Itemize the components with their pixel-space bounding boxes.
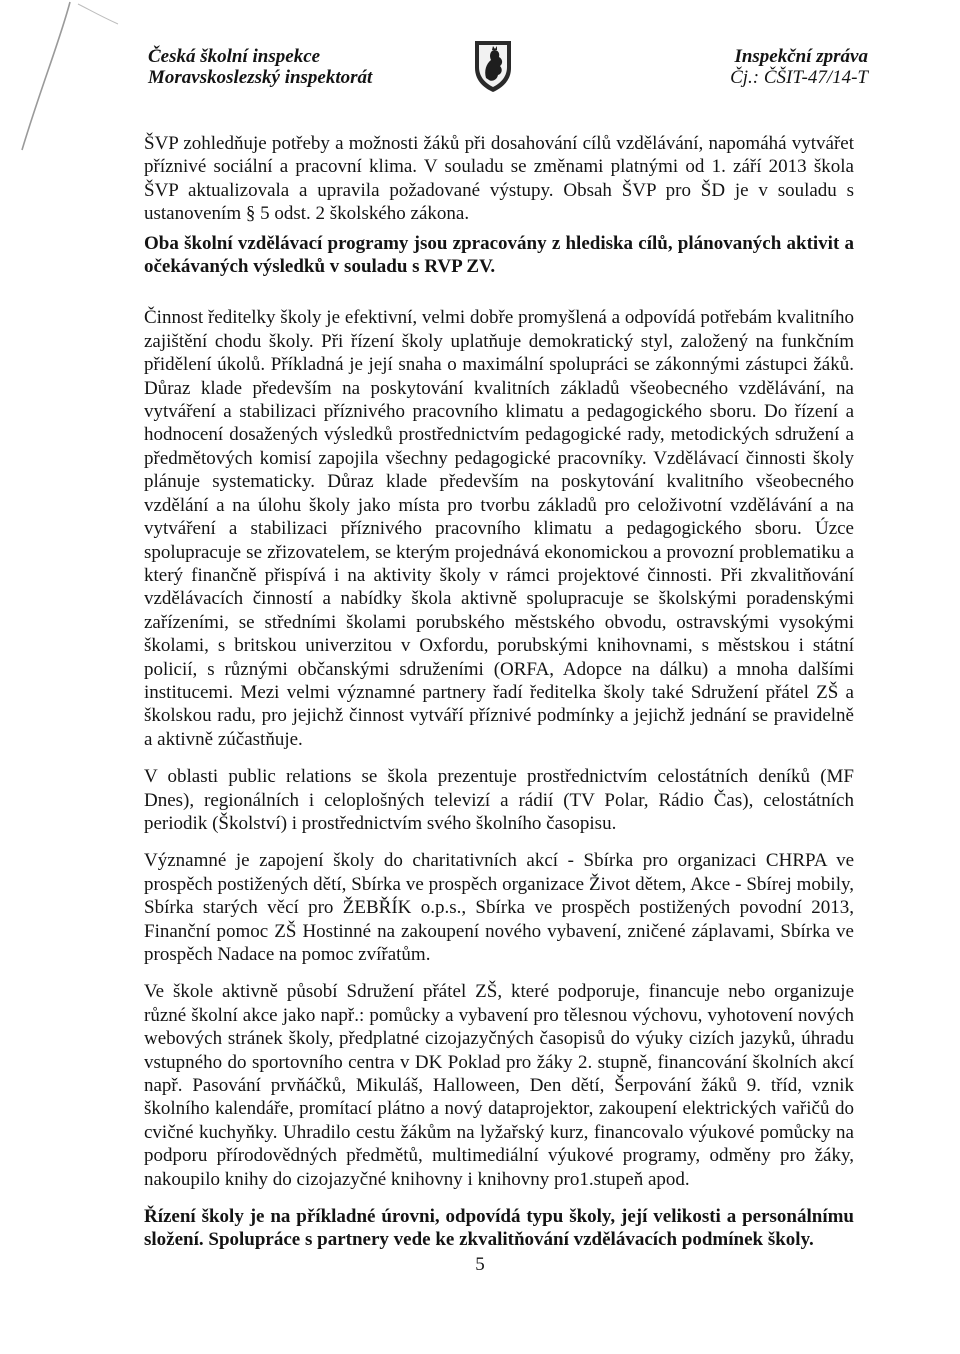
header-document-info bbox=[730, 46, 868, 88]
org-regional-office: Moravskoslezský inspektorát bbox=[148, 67, 373, 88]
document-type: Inspekční zpráva bbox=[734, 46, 868, 67]
scan-edge-mark bbox=[0, 0, 120, 200]
paragraph-svp-summary: Oba školní vzdělávací programy jsou zpracovány z hlediska cílů, plánovaných aktivit a očekávaných výsledků v souladu s RVP ZV. bbox=[144, 232, 854, 278]
paragraph-public-relations: V oblasti public relations se škola prezentuje prostřednictvím celostátních deníků (MF Dnes), regionálních i celoplošných televizí a rádií (TV Polar, Rádio Čas), celostátních periodik (Školství) i prostřednictvím svého školního časopisu. bbox=[144, 766, 854, 834]
state-emblem-icon bbox=[472, 38, 514, 94]
reference-number: Čj.: ČŠIT-47/14-T bbox=[730, 67, 868, 88]
paragraph-svp: ŠVP zohledňuje potřeby a možnosti žáků při dosahování cílů vzdělávání, napomáhá vytvářet příznivé sociální a pracovní klima. V souladu se změnami platnými od 1. září 2013 škola ŠVP aktualizovala a upravila požadované výstupy. Obsah ŠVP pro ŠD je v souladu s ustanovením § 5 odst. 2 školského zákona. bbox=[144, 133, 854, 225]
paragraph-parents-association: Ve škole aktivně působí Sdružení přátel ZŠ, které podporuje, financuje nebo organizuje různé školní akce jako např.: pomůcky a vybavení pro tělesnou výchovu, vyhotovení nových webových stránek školy, předplatné cizojazyčných časopisů do výuky cizích jazyků, úhradu vstupného do sportovního centra v DK Poklad pro žáky 2. stupně, financování školních akcí např. Pasování prvňáčků, Mikuláš, Halloween, Den dětí, Šerpování žáků 9. tříd, vznik školního kalendáře, promítací plátno a nový dataprojektor, zakoupení elektrických vařičů do cvičné kuchyňky. Uhradilo cestu žákům na lyžařský kurz, financovalo výukové pomůcky na podporu přírodovědných předmětů, multimediální výukové programy, odměny pro žáky, nakoupilo knihy do cizojazyčné knihovny i knihovny pro1.stupeň apod. bbox=[144, 981, 854, 1190]
org-name: Česká školní inspekce bbox=[148, 46, 321, 67]
paragraph-charity: Významné je zapojení školy do charitativních akcí - Sbírka pro organizaci CHRPA ve prospěch postižených dětí, Sbírka ve prospěch organizace Život dětem, Akce - Sbírej mobily, Sbírka starých věcí pro ŽEBŘÍK o.p.s., Sbírka ve prospěch postižených povodní 2013, Finanční pomoc ZŠ Hostinné na zakoupení nového vybavení, zničené záplavami, Sbírka ve prospěch Nadace na pomoc zvířatům. bbox=[144, 850, 854, 965]
header-organization bbox=[148, 46, 372, 88]
paragraph-conclusion: Řízení školy je na příkladné úrovni, odpovídá typu školy, její velikosti a personálnímu složení. Spolupráce s partnery vede ke zkvalitňování vzdělávacích podmínek školy. bbox=[144, 1206, 854, 1251]
paragraph-management: Činnost ředitelky školy je efektivní, velmi dobře promyšlená a odpovídá potřebám kvalitního zajištění chodu školy. Při řízení školy uplatňuje demokratický styl, založený na funkčním přidělení úkolů. Příkladná je její snaha o maximální spolupráci se zákonnými zástupci žáků. Důraz klade především na poskytování kvalitních základů všeobecného vzdělávání, na vytváření a stabilizaci příznivého pracovního klimatu a pedagogického sboru. Do řízení a hodnocení dosažených výsledků prostřednictvím pedagogické rady, metodických sdružení a předmětových komisí zapojila všechny pedagogické pracovníky. Vzdělávací činnosti školy plánuje systematicky. Důraz klade především na poskytování kvalitního všeobecného vzdělání a na úlohu školy jako místa pro tvorbu základů pro celoživotní vzdělávání a na vytváření a stabilizaci příznivého pracovního klimatu a pedagogického sboru. Úzce spolupracuje se zřizovatelem, se kterým projednává ekonomickou a provozní problematiku a který finančně přispívá i na aktivity školy v rámci projektové činnosti. Při zkvalitňování vzdělávacích činností a nabídky škola aktivně spolupracuje se školskými poradenskými zařízeními, se středními školami porubského městského obvodu, ostravskými vysokými školami, s britskou univerzitou v Oxfordu, porubskými knihovnami, s městskou i státní policií, s různými občanskými sdruženími (ORFA, Adopce na dálku) a mnoha dalšími institucemi. Mezi velmi významné partnery řadí ředitelka školy také Sdružení přátel ZŠ a školskou radu, pro jejichž činnost vytváří příznivé podmínky a jejichž jednání se pravidelně a aktivně zúčastňuje. bbox=[144, 307, 854, 750]
page-number: 5 bbox=[475, 1254, 485, 1275]
report-body bbox=[144, 132, 854, 1266]
